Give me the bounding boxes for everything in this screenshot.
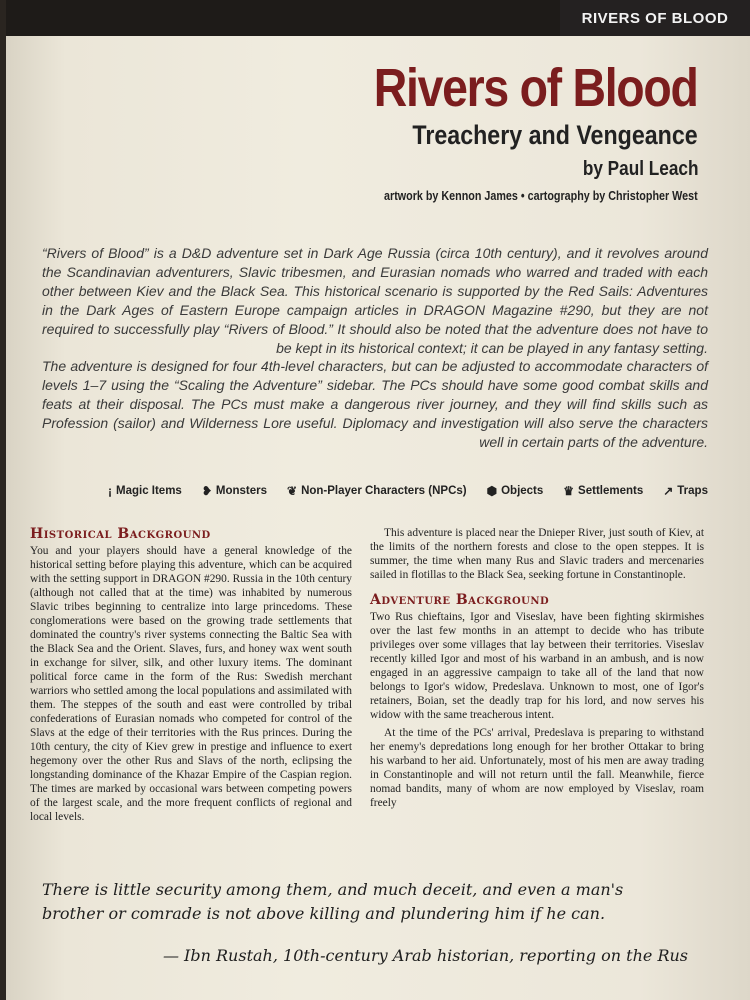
body-paragraph: At the time of the PCs' arrival, Predeslava is preparing to withstand her enemy's depredations long enough for her brother Ottakar to bring his warband to her aid. Unfortunately, most of his men are away trading in Constantinople and will not return until the fall. Meanwhile, fierce nomad bandits, many of whom are now employed by Viseslav, roam freely: [370, 727, 704, 809]
quote-attribution: — Ibn Rustah, 10th-century Arab historian, reporting on the Rus: [162, 946, 688, 965]
legend-item: [487, 484, 544, 498]
monsters-icon: ❥: [201, 484, 212, 498]
running-title: RIVERS OF BLOOD: [560, 0, 750, 36]
intro-paragraph: The adventure is designed for four 4th-level characters, but can be adjusted to accommodate characters of levels 1–7 using the “Scaling the Adventure” sidebar. The PCs should have some good combat skills and feats at their disposal. The PCs must make a dangerous river journey, and they will find skills such as Profession (sailor) and Wilderness Lore useful. Diplomacy and investigation will also serve the characters well in certain parts of the adventure.: [42, 358, 708, 450]
legend-label: Non-Player Characters (NPCs): [301, 485, 467, 497]
magazine-page: [6, 0, 750, 1000]
top-strip: [6, 0, 750, 36]
author-byline: by Paul Leach: [582, 158, 698, 180]
legend-item: [663, 484, 708, 498]
npc-icon: ❦: [287, 484, 298, 498]
article-title: Rivers of Blood: [374, 58, 698, 118]
objects-icon: ⬢: [486, 484, 498, 498]
legend-label: Objects: [501, 485, 544, 497]
right-column: [370, 526, 704, 814]
section-heading: Historical Background: [30, 526, 211, 542]
pull-quote: There is little security among them, and much deceit, and even a man's brother or comrade is not above killing and plundering him if he can.: [42, 880, 624, 923]
body-paragraph: This adventure is placed near the Dnieper River, just south of Kiev, at the limits of the northern forests and close to the open steppes. It is summer, the time when many Rus and Slavic traders and mercenaries sailed in flotillas to the Black Sea, seeking fortune in Constantinople.: [370, 527, 704, 581]
icon-legend: [108, 484, 708, 498]
article-subtitle: Treachery and Vengeance: [412, 120, 698, 150]
legend-label: Settlements: [578, 485, 644, 497]
legend-label: Traps: [677, 485, 708, 497]
magic-items-icon: ¡: [108, 484, 112, 498]
left-column: [30, 526, 352, 828]
legend-item: [108, 484, 182, 498]
body-paragraph: Two Rus chieftains, Igor and Viseslav, have been fighting skirmishes over the last few months in an attempt to decide who has tribute privileges over some villages that lay between their territories. Viseslav recently killed Igor and most of his warband in an ambush, and is now engaged in an aggressive campaign to take all of the land that now belongs to Igor's widow, Predeslava. Unknown to most, one of Igor's retainers, Boian, set the deadly trap for his lord, and now serves his widow with the same treacherous intent.: [370, 611, 704, 721]
traps-icon: ↗: [663, 484, 674, 498]
intro-paragraph: “Rivers of Blood” is a D&D adventure set in Dark Age Russia (circa 10th century), and it revolves around the Scandinavian adventurers, Slavic tribesmen, and Eurasian nomads who warred and traded with each other between Kiev and the Black Sea. This historical scenario is supported by the Red Sails: Adventures in the Dark Ages of Eastern Europe campaign articles in DRAGON Magazine #290, but they are not required to successfully play “Rivers of Blood.” It should also be noted that the adventure does not have to be kept in its historical context; it can be played in any fantasy setting.: [42, 245, 708, 356]
legend-item: [287, 484, 467, 498]
legend-item: [563, 484, 643, 498]
legend-label: Monsters: [215, 485, 268, 497]
settlements-icon: ♛: [563, 484, 575, 498]
legend-item: [202, 484, 267, 498]
body-paragraph: You and your players should have a general knowledge of the historical setting before playing this adventure, which can be acquired with the setting support in DRAGON #290. Russia in the 10th century (although not called that at the time) was inhabited by numerous Slavic tribes beginning to centralize into large princedoms. These conglomerations were based on the growing trade settlements that dominated the country's river systems connecting the Baltic Sea with the Black Sea and the Orient. Slaves, furs, and honey wax went south in exchange for silver, silk, and other luxury items. The dominant political force came in the form of the Rus: Swedish merchant warriors who settled among the local populations and assimilated with them. The steppes of the south and east were controlled by tribal confederations of Eurasian nomads who competed for control of the Slavs at the edge of their territories with the Rus princes. During the 10th century, the city of Kiev grew in prestige and influence to exert hegemony over the other Rus and Slavs of the north, eclipsing the longstanding dominance of the Khazar Empire of the Caspian region. The times are marked by occasional wars between competing powers of the largest scale, and the more frequent conflicts of regional and local levels.: [30, 545, 352, 823]
legend-label: Magic Items: [116, 485, 182, 497]
art-credits: artwork by Kennon James • cartography by Christopher West: [384, 189, 698, 203]
section-heading: Adventure Background: [370, 592, 550, 608]
